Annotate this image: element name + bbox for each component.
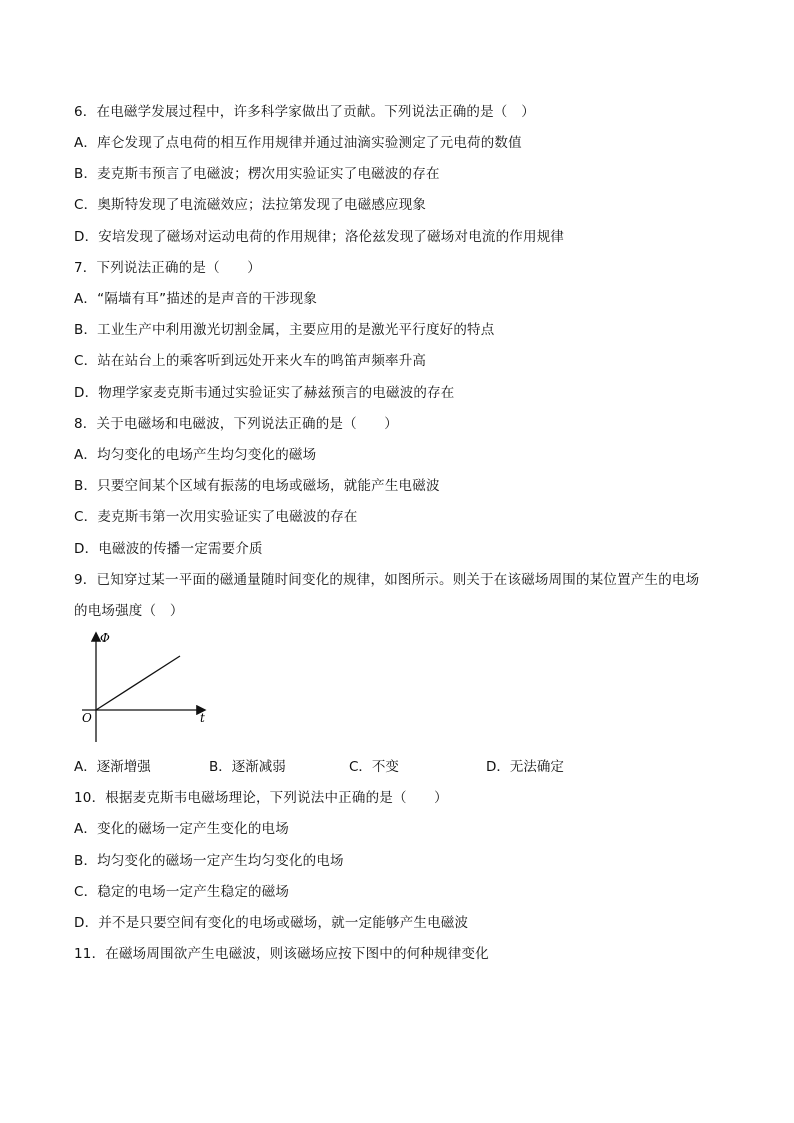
q6-option-c: C．奥斯特发现了电流磁效应；法拉第发现了电磁感应现象 (74, 197, 427, 213)
q8-option-d: D．电磁波的传播一定需要介质 (74, 541, 263, 557)
y-axis-label: Φ (100, 631, 110, 645)
q7-option-d: D．物理学家麦克斯韦通过实验证实了赫兹预言的电磁波的存在 (74, 385, 455, 401)
q9-options (74, 758, 734, 776)
q8-stem: 8．关于电磁场和电磁波，下列说法正确的是（ ） (74, 416, 398, 432)
q9-stem-line2: 的电场强度（ ） (74, 603, 184, 619)
q8-option-c: C．麦克斯韦第一次用实验证实了电磁波的存在 (74, 509, 358, 525)
q7-option-a: A．“隔墙有耳”描述的是声音的干涉现象 (74, 291, 318, 307)
x-axis-label: t (200, 711, 205, 725)
flux-line (96, 656, 180, 710)
q9-stem-line1: 9．已知穿过某一平面的磁通量随时间变化的规律，如图所示。则关于在该磁场周围的某位置产生的电场 (74, 572, 700, 588)
q10-option-b: B．均匀变化的磁场一定产生均匀变化的电场 (74, 853, 344, 869)
origin-label: O (82, 711, 92, 725)
q9-option-b: B．逐渐减弱 (209, 759, 286, 775)
q6-option-a: A．库仑发现了点电荷的相互作用规律并通过油滴实验测定了元电荷的数值 (74, 135, 522, 151)
q10-option-c: C．稳定的电场一定产生稳定的磁场 (74, 884, 290, 900)
q8-option-a: A．均匀变化的电场产生均匀变化的磁场 (74, 447, 317, 463)
q6-option-b: B．麦克斯韦预言了电磁波；楞次用实验证实了电磁波的存在 (74, 166, 440, 182)
q11-stem: 11．在磁场周围欲产生电磁波，则该磁场应按下图中的何种规律变化 (74, 946, 489, 962)
q9-option-a: A．逐渐增强 (74, 759, 151, 775)
q9-option-c: C．不变 (349, 759, 399, 775)
q8-option-b: B．只要空间某个区域有振荡的电场或磁场，就能产生电磁波 (74, 478, 440, 494)
q10-option-a: A．变化的磁场一定产生变化的电场 (74, 821, 289, 837)
q7-option-c: C．站在站台上的乘客听到远处开来火车的鸣笛声频率升高 (74, 353, 427, 369)
q6-stem: 6．在电磁学发展过程中，许多科学家做出了贡献。下列说法正确的是（ ） (74, 104, 535, 120)
q7-option-b: B．工业生产中利用激光切割金属，主要应用的是激光平行度好的特点 (74, 322, 495, 338)
q7-stem: 7．下列说法正确的是（ ） (74, 260, 261, 276)
q10-option-d: D．并不是只要空间有变化的电场或磁场，就一定能够产生电磁波 (74, 915, 469, 931)
q10-stem: 10．根据麦克斯韦电磁场理论，下列说法中正确的是（ ） (74, 790, 448, 806)
q9-option-d: D．无法确定 (486, 759, 564, 775)
flux-time-graph (72, 628, 222, 748)
q6-option-d: D．安培发现了磁场对运动电荷的作用规律；洛伦兹发现了磁场对电流的作用规律 (74, 229, 565, 245)
